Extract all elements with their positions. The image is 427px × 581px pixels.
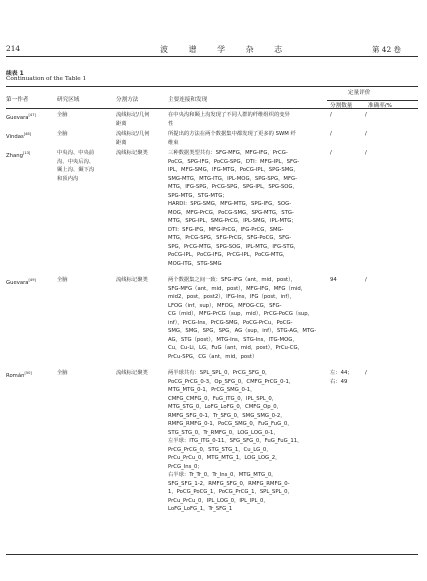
finding-line: 1，PoCG_PoCG_1，PoCG_PrCG_1，SPL_SPL_0， — [168, 489, 293, 495]
reference-marker: [47] — [28, 113, 36, 117]
author-name: Zhang — [6, 152, 23, 159]
finding-line: 在中央沟和颞上沟发现了不同人群的纤维组织的变异 — [168, 112, 290, 118]
volume-label: 第 42 卷 — [372, 45, 401, 54]
table-row-findings — [168, 130, 314, 147]
col-header-region: 研究区域 — [57, 97, 80, 103]
method-line: 流线标记聚类 — [116, 370, 148, 376]
region-line: 沟、中央后沟、 — [57, 158, 95, 165]
finding-line: PrCG_Ins_0； — [168, 463, 203, 470]
table-row-accuracy: / — [365, 112, 367, 118]
table-row-count — [330, 369, 360, 386]
finding-line: MTG，SPG-IPL，SMG-PrCG，IPL-SMG，IPL-MTG； — [168, 218, 297, 224]
table-header-rule — [6, 108, 418, 109]
table-row-region: 全脑 — [57, 370, 68, 376]
col-header-count: 分割数量 — [330, 103, 353, 109]
table-caption-english: Continuation of the Table 1 — [6, 76, 87, 82]
finding-line: 维束 — [168, 139, 179, 146]
table-row-method — [116, 369, 172, 378]
running-head — [0, 44, 427, 56]
table-row-method — [116, 111, 172, 128]
reference-marker: [50] — [24, 371, 32, 375]
col-header-metric-group: 定量评价 — [348, 90, 371, 96]
table-row-region — [57, 149, 117, 183]
finding-line: MOG-ITG，STG-SMG — [168, 260, 222, 267]
finding-line: MOG，MFG-PrCG，PoCG-SMG，SPG-MTG，STG- — [168, 209, 294, 216]
finding-line: SFG_SFG_1-2，RMFG_SFG_0，RMFG_RMFG_0- — [168, 480, 290, 487]
finding-line: PoCG_PrCG_0-3，Op_SFG_0，CMFG_PrCG_0-1， — [168, 378, 295, 385]
count-line: 右：49 — [330, 378, 348, 385]
finding-line: SPG-MTG，STG-MTG； — [168, 192, 228, 199]
finding-line: 所提出的方法在两个数据集中都发现了更多的 SWM 纤 — [168, 131, 296, 137]
journal-title: 波 谱 学 杂 志 — [160, 45, 292, 54]
table-row-region: 全脑 — [57, 277, 68, 283]
finding-line: SMG-MTG，MTG-ITG，IPL-MOG，SPG-SPG，MFG- — [168, 175, 298, 182]
method-line: 流线标记/几何 — [116, 131, 150, 137]
page-number: 214 — [6, 44, 21, 53]
table-row-findings — [168, 369, 314, 514]
finding-line: SPG，PrCG-MTG，SPG-SOG，IPL-MTG，IFG-STG， — [168, 243, 300, 250]
finding-line: PoCG，SPG-IFG，PoCG-SPG，DTI：MFG-IPL，SFG- — [168, 158, 300, 165]
author-name: Guevara — [6, 279, 29, 286]
finding-line: LoFG_LoFG_1，Tr_SFG_1 — [168, 506, 233, 512]
header-rule — [6, 56, 418, 57]
region-line: 中央沟、中央前 — [57, 150, 95, 156]
table-top-rule — [6, 86, 418, 87]
finding-line: MTG，IFG-SPG，PrCG-SPG，SPG-IPL，SPG-SOG， — [168, 184, 298, 190]
finding-line: 两个数据集之间一致：SFG-IFG（ant，mid，post）， — [168, 277, 297, 283]
finding-line: 三种数据类型共有：SFG-MFG，MFG-IFG，PrCG- — [168, 150, 288, 156]
finding-line: MTG_STG_0，LoFG_LoFG_0，CMFG_Op_0， — [168, 404, 282, 410]
count-line: 左：44； — [330, 370, 353, 376]
finding-line: PoCG-IPL，PoCG-IFG，PrCG-IPL，PoCG-MTG， — [168, 252, 289, 258]
finding-line: PrCu_PrCu_0，IPL_LOG_0，IPL_IPL_0， — [168, 497, 269, 504]
table-row-accuracy: / — [365, 131, 367, 137]
table-row-accuracy: / — [365, 370, 367, 376]
author-name: Román — [6, 372, 25, 379]
reference-marker: [48] — [23, 132, 32, 136]
table-row-accuracy: / — [365, 150, 367, 156]
finding-line: 两半球共有：SPL_SPL_0，PrCG_SFG_0， — [168, 370, 271, 376]
finding-line: AG，STG（post），MTG-Ins，STG-Ins，ITG-MOG， — [168, 336, 298, 343]
table-row-count: 94 — [330, 277, 337, 283]
finding-line: inf），PrCG-Ins，PrCG-SMG，PoCG-PrCu，PoCG- — [168, 319, 293, 326]
finding-line: RMFG_SFG_0-1，Tr_SFG_0，SMG_SMG_0-2， — [168, 412, 286, 419]
col-header-method: 分割方法 — [116, 97, 139, 103]
finding-line: HARDI：SPG-SMG，MFG-MTG，SPG-IFG，SOG- — [168, 201, 292, 207]
region-line: 颞上沟、颞下沟 — [57, 167, 95, 173]
finding-line: PrCu-SPG，CG（ant，mid，post） — [168, 353, 258, 360]
col-header-author: 第一作者 — [6, 97, 29, 103]
table-row-accuracy: / — [365, 277, 367, 283]
finding-line: DTI：SFG-IFG，MFG-PrCG，IFG-PrCG，SMG- — [168, 226, 284, 233]
table-row-findings — [168, 149, 314, 268]
finding-line: MTG_MTG_0-1，PrCG_SMG_0-1， — [168, 387, 256, 393]
table-row-region: 全脑 — [57, 131, 68, 137]
finding-line: RMFG_RMFG_0-1，PoCG_SMG_0，FuG_FuG_0， — [168, 421, 293, 427]
finding-line: 右半球：Tr_Tr_0，Tr_Ins_0，MTG_MTG_0， — [168, 472, 277, 478]
table-caption: 续表 1 — [6, 71, 24, 77]
author-name: Vindas — [6, 133, 24, 140]
method-line: 流线标记/几何 — [116, 112, 150, 118]
table-row-region: 全脑 — [57, 112, 68, 118]
table-row-count: / — [330, 112, 332, 118]
region-line: 和顶内沟 — [57, 175, 79, 182]
finding-line: SFG-MFG（ant，mid，post），MFG-IFG，MFG（mid， — [168, 285, 307, 292]
reference-marker: [13] — [22, 151, 31, 155]
table-row-method — [116, 276, 172, 285]
col-header-findings: 主要连接和发现 — [168, 97, 208, 103]
finding-line: CG（mid），MFG-PrCG（sup，mid），PrCG-PoCG（sup， — [168, 311, 313, 317]
table-row-count: / — [330, 131, 332, 137]
finding-line: 性 — [168, 120, 174, 127]
method-line: 距离 — [116, 139, 127, 146]
table-row-findings — [168, 111, 314, 128]
finding-line: mid2，post，post2），IFG-Ins，IFG（post，inf）， — [168, 294, 296, 300]
table-bottom-rule — [6, 554, 418, 555]
method-line: 流线标记聚类 — [116, 277, 148, 283]
finding-line: PrCu_PrCu_0，MTG_MTG_1，LOG_LOG_2， — [168, 455, 281, 461]
reference-marker: [49] — [28, 278, 36, 282]
finding-line: MTG，PrCG-SPG，SFG-PrCG，SFG-PoCG，SFG- — [168, 235, 292, 241]
finding-line: CMFG_CMFG_0，FuG_ITG_0，IPL_SPL_0， — [168, 395, 278, 402]
finding-line: 左半球：ITG_ITG_0-11，SFG_SFG_0，FuG_FuG_11， — [168, 438, 303, 444]
method-line: 流线标记聚类 — [116, 150, 148, 156]
finding-line: STG_STG_0，Tr_RMFG_0，LOG_LOG_0-1， — [168, 429, 279, 436]
finding-line: LFOG（inf，sup），MFOG，MFOG-CG，SFG- — [168, 302, 282, 309]
method-line: 距离 — [116, 120, 127, 127]
table-row-findings — [168, 276, 317, 361]
col-header-accuracy: 准确率/% — [368, 103, 392, 109]
author-name: Guevara — [6, 114, 29, 121]
table-row-method — [116, 149, 172, 158]
finding-line: IPL，MFG-SMG，IFG-MTG，PoCG-IPL，SPG-SMG， — [168, 167, 299, 173]
finding-line: SMG，SMG，SPG，SPG，AG（sup，inf），STG-AG，MTG- — [168, 328, 317, 334]
finding-line: Cu，Cu-Li，LG，FuG（ant，mid，post），PrCu-CG， — [168, 345, 303, 351]
table-row-count: / — [330, 150, 332, 156]
finding-line: PrCG_PrCG_0，STG_STG_1，Cu_LG_0， — [168, 446, 272, 453]
table-row-method — [116, 130, 172, 147]
